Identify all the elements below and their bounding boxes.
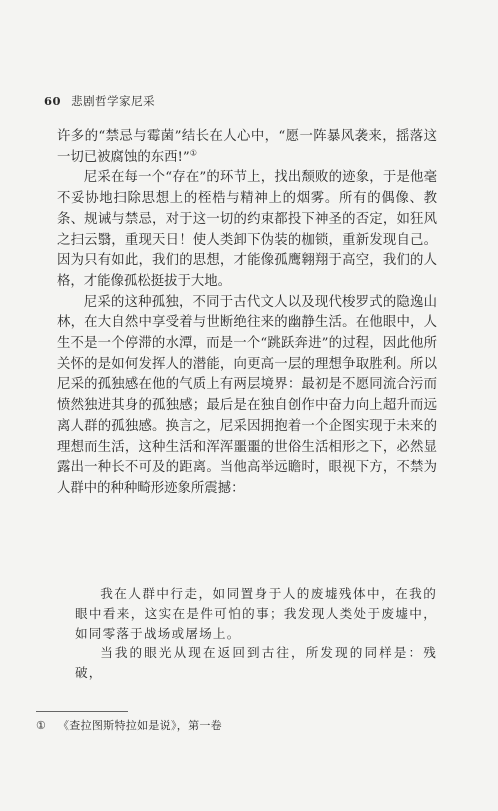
footnote-mark: ① xyxy=(36,719,47,732)
quote-paragraph-2: 当我的眼光从现在返回到古往，所发现的同样是：残破， xyxy=(75,645,437,681)
footnote-text: 《查拉图斯特拉如是说》，第一卷 xyxy=(57,719,222,732)
footnote-ref: ① xyxy=(189,148,197,158)
quote-paragraph-1: 我在人群中行走，如同置身于人的废墟残体中，在我的眼中看来，这实在是件可怕的事；我发现人类处于废墟中，如同零落于战场或屠场上。 xyxy=(75,586,437,641)
page-number: 60 xyxy=(44,94,62,108)
paragraph-1-text: 许多的“禁忌与霉菌”结长在人心中，“愿一阵暴风袭来，摇落这一切已被腐蚀的东西!” xyxy=(57,129,437,165)
block-quote xyxy=(75,584,437,683)
main-body xyxy=(57,127,437,500)
paragraph-3: 尼采的这种孤独，不同于古代文人以及现代梭罗式的隐逸山林，在大自然中享受着与世断绝往来的幽静生活。在他眼中，人生不是一个停滞的水潭，而是一个“跳跃奔进”的过程，因此他所关怀的是如何发挥人的潜能，向更高一层的理想争取胜利。所以尼采的孤独感在他的气质上有两层境界：最初是不愿同流合污而愤然独进其身的孤独感；最后是在独自创作中奋力向上超升而远离人群的孤独感。换言之，尼采因拥抱着一个企图实现于未来的理想而生活，这种生活和浑浑噩噩的世俗生活相形之下，必然显露出一种长不可及的距离。当他高举远瞻时，眼视下方，不禁为人群中的种种畸形迹象所震撼： xyxy=(57,294,437,496)
footnote-divider xyxy=(36,711,128,712)
running-header xyxy=(44,93,155,109)
paragraph-1 xyxy=(57,127,437,168)
paragraph-2: 尼采在每一个“存在”的环节上，找出颓败的迹象，于是他毫不妥协地扫除思想上的桎梏与精神上的烟雾。所有的偶像、教条、规诫与禁忌，对于这一切的约束都投下神圣的否定，如狂风之扫云翳，重现天日！使人类卸下伪装的枷锁，重新发现自己。因为只有如此，我们的思想，才能像孤鹰翱翔于高空，我们的人格，才能像孤松挺拔于大地。 xyxy=(57,170,437,289)
footnote xyxy=(36,717,222,733)
book-title: 悲剧哲学家尼采 xyxy=(71,94,156,108)
